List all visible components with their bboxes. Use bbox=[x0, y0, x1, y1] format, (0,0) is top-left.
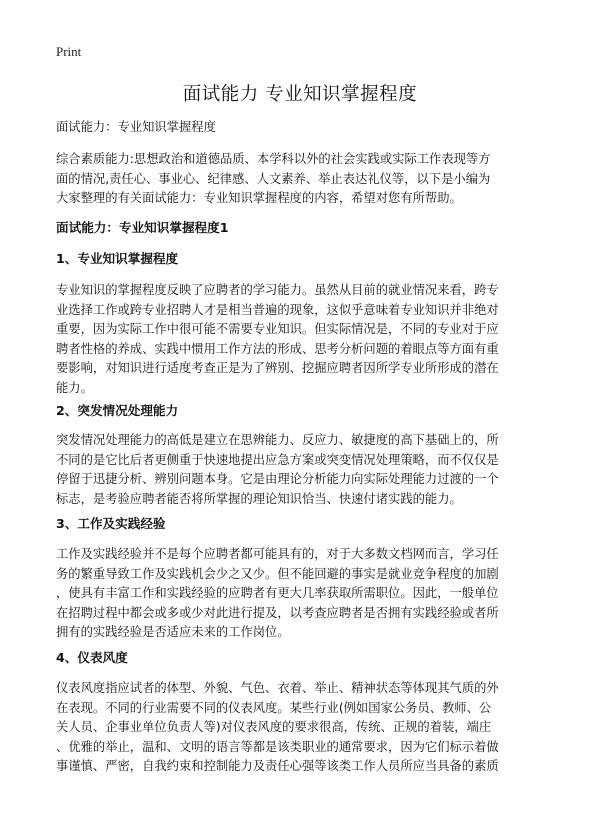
body-line: 能力。 bbox=[56, 380, 93, 395]
body-line: 业选择工作或跨专业招聘人才是相当普遍的现象，这似乎意味着专业知识并非绝对 bbox=[56, 302, 499, 317]
body-line: 务的繁重导致工作及实践机会少之又少。但不能回避的事实是就业竞争程度的加剧 bbox=[56, 566, 499, 581]
section-4-body bbox=[56, 679, 546, 777]
body-line: 突发情况处理能力的高低是建立在思辨能力、反应力、敏捷度的高下基础上的，所 bbox=[56, 433, 499, 447]
body-line: 工作及实践经验并不是每个应聘者都可能具有的，对于大多数文档网而言，学习任 bbox=[56, 547, 499, 561]
body-line: 不同的是它比后者更侧重于快速地提出应急方案或突变情况处理策略，而不仅仅是 bbox=[56, 452, 499, 467]
body-line: ，使具有丰富工作和实践经验的应聘者有更大几率获取所需职位。因此，一般单位 bbox=[56, 586, 499, 600]
section-2-heading: 2、突发情况处理能力 bbox=[56, 403, 179, 418]
section-3-body bbox=[56, 545, 546, 643]
body-line: 拥有的实践经验是否适应未来的工作岗位。 bbox=[56, 625, 290, 639]
intro-line: 大家整理的有关面试能力：专业知识掌握程度的内容，希望对您有所帮助。 bbox=[56, 191, 462, 205]
section-1-heading: 1、专业知识掌握程度 bbox=[56, 251, 179, 266]
section-2-body bbox=[56, 431, 546, 509]
body-line: 要影响，对知识进行适度考查正是为了辨别、挖掘应聘者因所学专业所形成的潜在 bbox=[56, 361, 499, 375]
section-3-heading: 3、工作及实践经验 bbox=[56, 516, 166, 531]
intro-line: 综合素质能力:思想政治和道德品质、本学科以外的社会实践或实际工作表现等方 bbox=[56, 152, 491, 166]
section-heading: 面试能力：专业知识掌握程度1 bbox=[56, 220, 229, 235]
print-link[interactable]: Print bbox=[56, 44, 82, 59]
body-line: 专业知识的掌握程度反映了应聘者的学习能力。虽然从目前的就业情况来看，跨专 bbox=[56, 283, 499, 297]
body-line: 在招聘过程中都会或多或少对此进行提及，以考查应聘者是否拥有实践经验或者所 bbox=[56, 605, 499, 620]
body-line: 关人员、企事业单位负责人等)对仪表风度的要求很高，传统、正规的着装，端庄 bbox=[56, 720, 492, 734]
section-4-heading: 4、仪表风度 bbox=[56, 650, 128, 665]
intro-paragraph bbox=[56, 150, 546, 209]
section-1-body bbox=[56, 281, 546, 398]
body-line: 在表现。不同的行业需要不同的仪表风度。某些行业(例如国家公务员、教师、公 bbox=[56, 700, 492, 715]
body-line: 仪表风度指应试者的体型、外貌、气色、衣着、举止、精神状态等体现其气质的外 bbox=[56, 681, 499, 695]
body-line: 标志，是考验应聘者能否将所掌握的理论知识恰当、快速付诸实践的能力。 bbox=[56, 491, 462, 506]
page-title: 面试能力 专业知识掌握程度 bbox=[182, 84, 418, 105]
body-line: 、优雅的举止，温和、文明的语言等都是该类职业的通常要求，因为它们标示着做 bbox=[56, 739, 499, 754]
body-line: 事谨慎、严密，自我约束和控制能力及责任心强等该类工作人员所应当具备的素质 bbox=[56, 759, 499, 773]
body-line: 停留于迅捷分析、辨别问题本身。它是由理论分析能力向实际处理能力过渡的一个 bbox=[56, 472, 499, 486]
body-line: 聘者性格的养成、实践中惯用工作方法的形成、思考分析问题的着眼点等方面有重 bbox=[56, 341, 499, 356]
intro-line: 面的情况,责任心、事业心、纪律感、人文素养、举止表达礼仪等，以下是小编为 bbox=[56, 171, 491, 186]
body-line: 重要，因为实际工作中很可能不需要专业知识。但实际情况是，不同的专业对于应 bbox=[56, 322, 499, 336]
subtitle: 面试能力：专业知识掌握程度 bbox=[56, 120, 216, 134]
